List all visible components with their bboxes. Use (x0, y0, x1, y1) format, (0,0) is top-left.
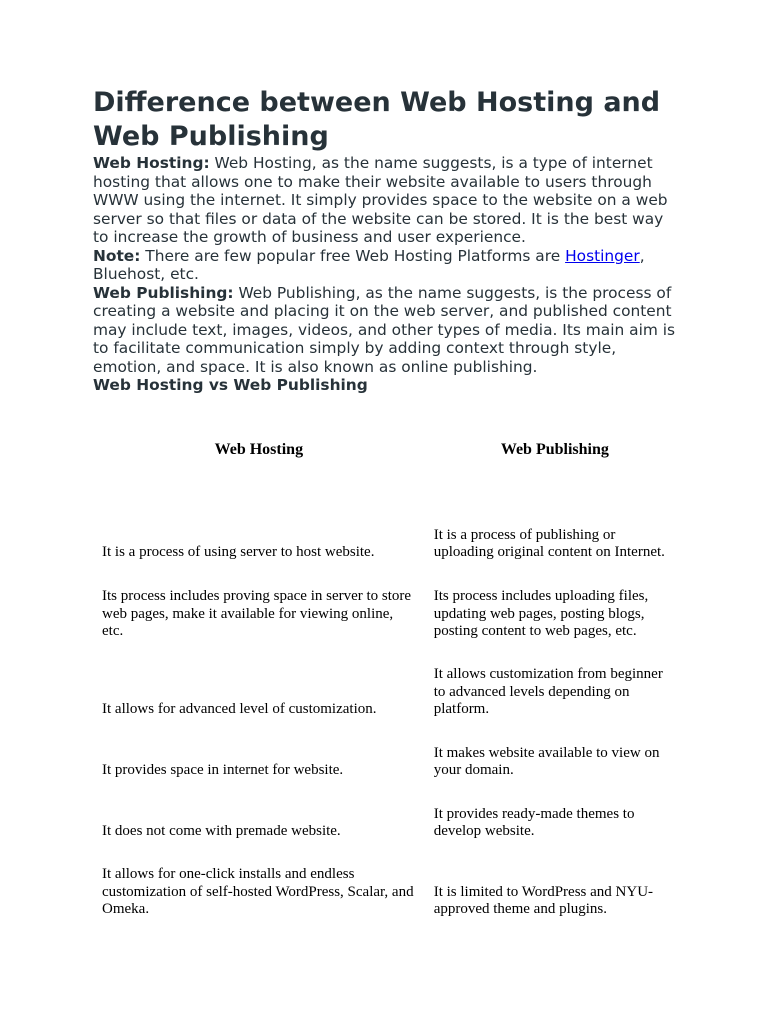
table-row (93, 840, 685, 918)
table-cell-hosting: It allows for one-click installs and endless customization of self-hosted WordPress, Scalar, and Omeka. (102, 866, 414, 917)
document-page (93, 86, 693, 917)
web-hosting-paragraph (93, 154, 683, 247)
table-row (93, 718, 685, 779)
table-cell-publishing: Its process includes uploading files, updating web pages, posting blogs, posting content to web pages, etc. (433, 588, 649, 639)
header-web-hosting: Web Hosting (214, 441, 304, 458)
hostinger-link[interactable]: Hostinger (565, 246, 640, 265)
comparison-subheading: Web Hosting vs Web Publishing (93, 376, 368, 394)
web-publishing-label: Web Publishing: (93, 283, 234, 302)
comparison-table (93, 438, 685, 918)
table-cell-hosting: It is a process of using server to host website. (102, 543, 375, 560)
table-cell-hosting: Its process includes proving space in server to store web pages, make it available for viewing online, etc. (102, 588, 412, 639)
table-row (93, 561, 685, 640)
web-hosting-text: Web Hosting, as the name suggests, is a type of internet hosting that allows one to make their website available to users through WWW using the internet. It simply provides space to the website on a web server so that files or data of the website can be stored. It is the best way to increase the growth of business and user experience. (93, 154, 668, 246)
table-cell-hosting: It does not come with premade website. (102, 822, 341, 839)
web-hosting-label: Web Hosting: (93, 154, 210, 172)
note-paragraph (93, 247, 683, 284)
table-row (93, 475, 685, 561)
table-cell-publishing: It provides ready-made themes to develop website. (433, 805, 635, 839)
note-text-after: , Bluehost, etc. (93, 246, 645, 283)
table-row (93, 640, 685, 718)
table-cell-publishing: It is a process of publishing or uploading original content on Internet. (433, 526, 665, 560)
table-cell-publishing: It allows customization from beginner to advanced levels depending on platform. (433, 666, 663, 717)
table-cell-hosting: It allows for advanced level of customization. (102, 700, 377, 717)
note-text-before: There are few popular free Web Hosting Platforms are (140, 246, 566, 265)
table-row (93, 779, 685, 840)
web-publishing-text: Web Publishing, as the name suggests, is the process of creating a website and placing it on the web server, and published content may include text, images, videos, and other types of media. Its main aim is to facilitate communication simply by adding context through style, emotion, and space. It is also known as online publishing. (93, 283, 676, 376)
table-cell-publishing: It makes website available to view on your domain. (433, 744, 660, 778)
web-publishing-paragraph (93, 284, 683, 377)
note-label: Note: (93, 246, 141, 265)
page-title: Difference between Web Hosting and Web Publishing (93, 87, 661, 152)
table-cell-hosting: It provides space in internet for website. (102, 761, 344, 778)
header-web-publishing: Web Publishing (500, 441, 609, 458)
table-cell-publishing: It is limited to WordPress and NYU-approved theme and plugins. (433, 883, 654, 917)
table-header-row (93, 438, 685, 475)
